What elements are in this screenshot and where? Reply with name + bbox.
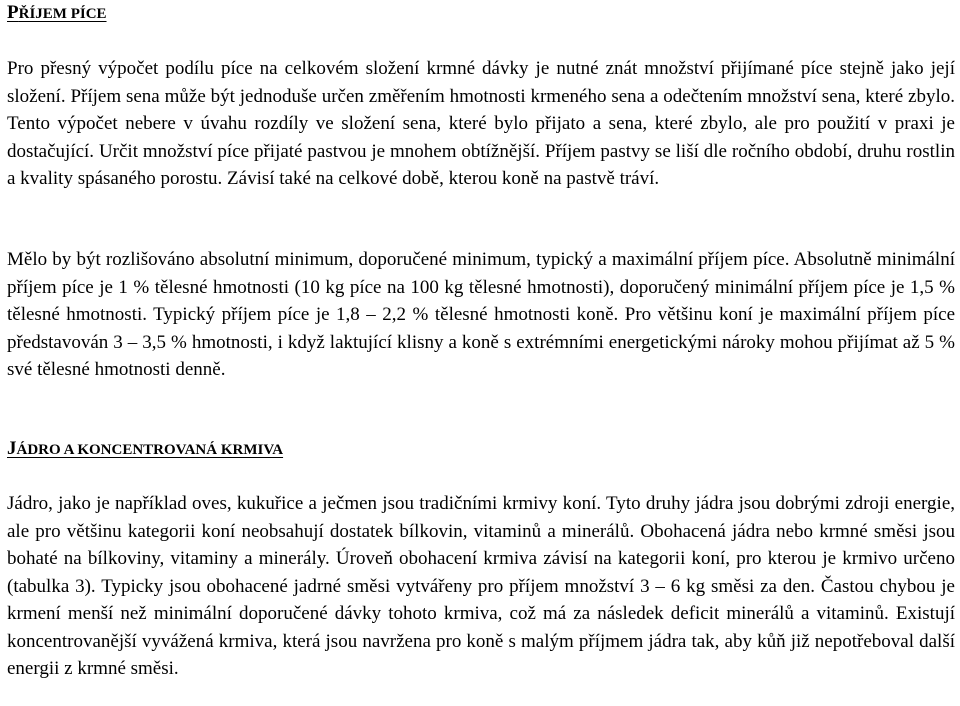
section-heading-forage-intake [7,0,107,27]
section-heading-grain-concentrates [7,436,283,463]
heading-rest: ÁDRO A KONCENTROVANÁ KRMIVA [16,442,284,458]
paragraph-grain-concentrates: Jádro, jako je například oves, kukuřice a ječmen jsou tradičními krmivy koní. Tyto druhy jádra jsou dobrými zdroji energie, ale pro většinu kategorii koní neobsahují dostatek bílkovin, vitaminů a minerálů. Obohacená jádra nebo krmné směsi jsou bohaté na bílkoviny, vitaminy a minerály. Úroveň obohacení krmiva závisí na kategorii koní, pro kterou je krmivo určeno (tabulka 3). Typicky jsou obohacené jadrné směsi vytvářeny pro příjem množství 3 – 6 kg směsi za den. Častou chybou je krmení menší než minimální doporučené dávky tohoto krmiva, což má za následek deficit minerálů a vitaminů. Existují koncentrovanější vyvážená krmiva, která jsou navržena pro koně s malým příjmem jádra tak, aby kůň již nepotřeboval další energii z krmné směsi. [7,493,955,679]
heading-initial: J [7,438,17,459]
paragraph-forage-intake-measurement: Pro přesný výpočet podílu píce na celkovém složení krmné dávky je nutné znát množství přijímané píce stejně jako její složení. Příjem sena může být jednoduše určen změřením hmotnosti krmeného sena a odečtením množství sena, které zbylo. Tento výpočet nebere v úvahu rozdíly ve složení sena, které bylo přijato a sena, které zbylo, ale pro použití v praxi je dostačující. Určit množství píce přijaté pastvou je mnohem obtížnější. Příjem pastvy se liší dle ročního období, druhu rostlin a kvality spásaného porostu. Závisí také na celkové době, kterou koně na pastvě tráví. [7,58,955,189]
heading-initial: P [7,2,19,23]
heading-rest: ŘÍJEM PÍCE [18,6,107,22]
paragraph-forage-intake-levels: Mělo by být rozlišováno absolutní minimum, doporučené minimum, typický a maximální příjem píce. Absolutně minimální příjem píce je 1 % tělesné hmotnosti (10 kg píce na 100 kg tělesné hmotnosti), doporučený minimální příjem píce je 1,5 % tělesné hmotnosti. Typický příjem píce je 1,8 – 2,2 % tělesné hmotnosti koně. Pro většinu koní je maximální příjem píce představován 3 – 3,5 % hmotnosti, i když laktující klisny a koně s extrémními energetickými nároky mohou přijímat až 5 % své tělesné hmotnosti denně. [7,249,955,380]
